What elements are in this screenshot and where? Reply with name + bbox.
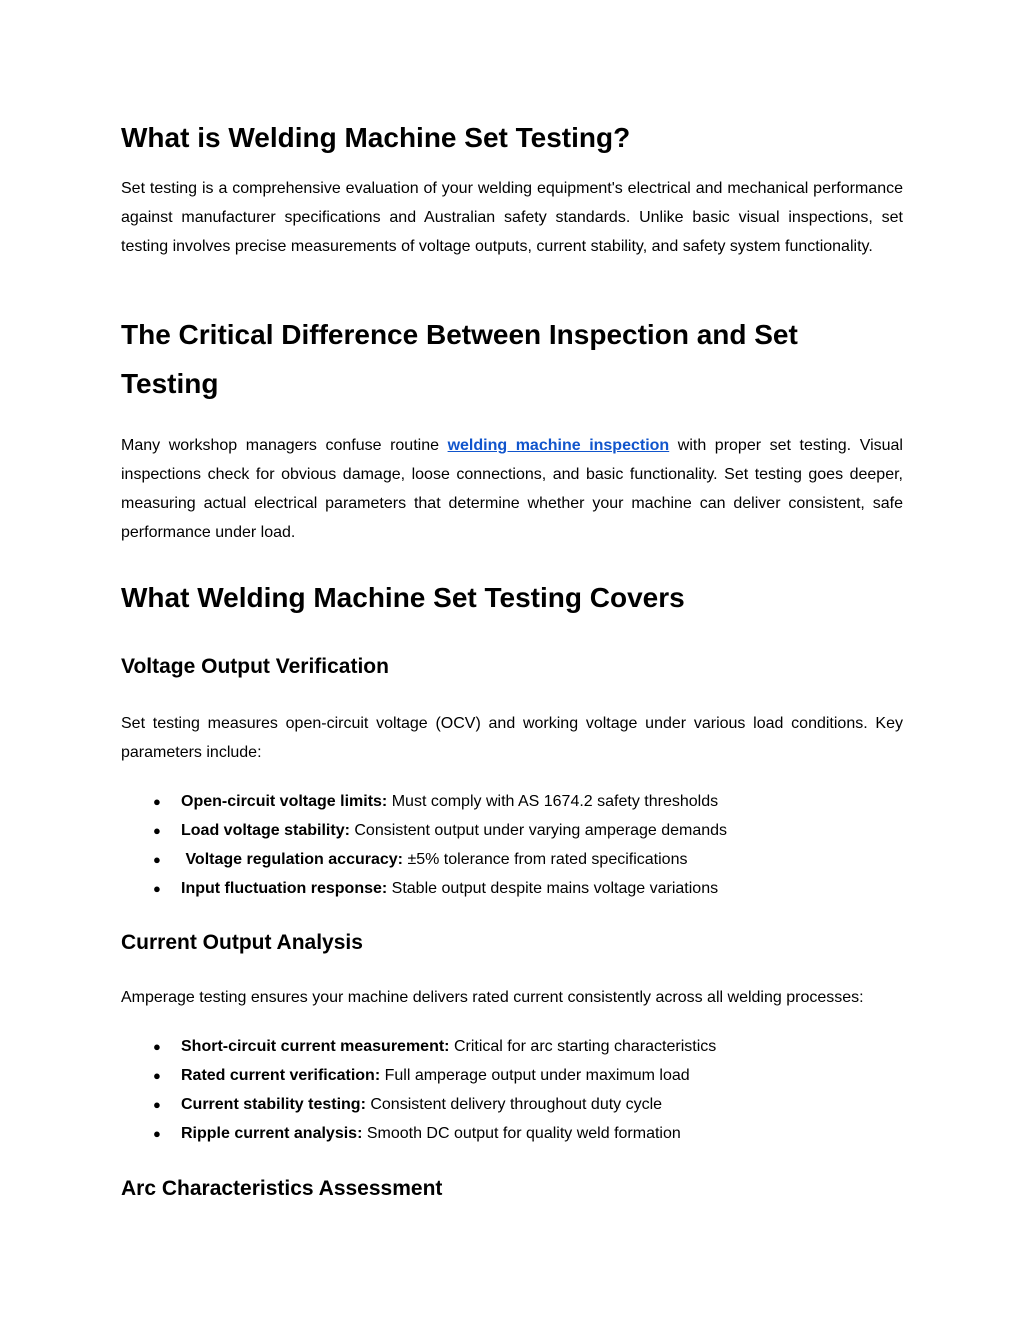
difference-paragraph [121, 431, 903, 547]
bullet-icon: ● [153, 1039, 161, 1054]
bullet-icon: ● [153, 794, 161, 809]
heading-current-output: Current Output Analysis [121, 931, 363, 954]
heading-set-testing-covers: What Welding Machine Set Testing Covers [121, 582, 685, 613]
list-item [121, 874, 903, 903]
difference-text-before-link: Many workshop managers confuse routine [121, 437, 448, 454]
list-item [121, 1119, 903, 1148]
heading-what-is-set-testing: What is Welding Machine Set Testing? [121, 122, 631, 153]
list-item-text: Full amperage output under maximum load [380, 1067, 690, 1084]
heading-voltage-output: Voltage Output Verification [121, 655, 389, 678]
list-item-term: Ripple current analysis: [181, 1125, 363, 1142]
voltage-paragraph: Set testing measures open-circuit voltage (OCV) and working voltage under various load conditions. Key parameters include: [121, 715, 903, 761]
list-item-text: Smooth DC output for quality weld formation [362, 1125, 681, 1142]
list-item [121, 816, 903, 845]
list-item-term: Voltage regulation accuracy: [181, 851, 403, 868]
list-item-term: Input fluctuation response: [181, 880, 388, 897]
list-item-text: ±5% tolerance from rated specifications [403, 851, 688, 868]
bullet-icon: ● [153, 1126, 161, 1141]
intro-paragraph: Set testing is a comprehensive evaluation of your welding equipment's electrical and mechanical performance against manufacturer specifications and Australian safety standards. Unlike basic visual inspections, set testing involves precise measurements of voltage outputs, current stability, and safety system functionality. [121, 180, 903, 255]
voltage-bullet-list [121, 787, 903, 903]
list-item-text: Consistent delivery throughout duty cycle [365, 1096, 663, 1113]
list-item [121, 1032, 903, 1061]
list-item [121, 845, 903, 874]
current-paragraph: Amperage testing ensures your machine delivers rated current consistently across all welding processes: [121, 989, 864, 1006]
list-item-term: Open-circuit voltage limits: [181, 793, 388, 810]
heading-critical-difference-line2: Testing [121, 368, 219, 399]
list-item-text: Consistent output under varying amperage demands [349, 822, 728, 839]
bullet-icon: ● [153, 881, 161, 896]
current-bullet-list [121, 1032, 903, 1148]
bullet-icon: ● [153, 852, 161, 867]
list-item [121, 1090, 903, 1119]
bullet-icon: ● [153, 823, 161, 838]
heading-critical-difference-line1: The Critical Difference Between Inspection and Set [121, 319, 798, 350]
list-item-term: Current stability testing: [181, 1096, 366, 1113]
difference-text-after-link: with proper set testing. Visual inspections check for obvious damage, loose connections, and basic functionality. Set testing goes deeper, measuring actual electrical parameters that determine whether your machine can deliver consistent, safe performance under load. [121, 437, 903, 541]
list-item [121, 1061, 903, 1090]
list-item-term: Load voltage stability: [181, 822, 350, 839]
list-item-text: Critical for arc starting characteristics [449, 1038, 717, 1055]
list-item-term: Short-circuit current measurement: [181, 1038, 450, 1055]
bullet-icon: ● [153, 1068, 161, 1083]
heading-arc-characteristics: Arc Characteristics Assessment [121, 1177, 443, 1200]
list-item-term: Rated current verification: [181, 1067, 381, 1084]
list-item [121, 787, 903, 816]
list-item-text: Stable output despite mains voltage variations [387, 880, 719, 897]
list-item-text: Must comply with AS 1674.2 safety thresholds [387, 793, 719, 810]
bullet-icon: ● [153, 1097, 161, 1112]
welding-machine-inspection-link[interactable]: welding machine inspection [447, 437, 670, 454]
